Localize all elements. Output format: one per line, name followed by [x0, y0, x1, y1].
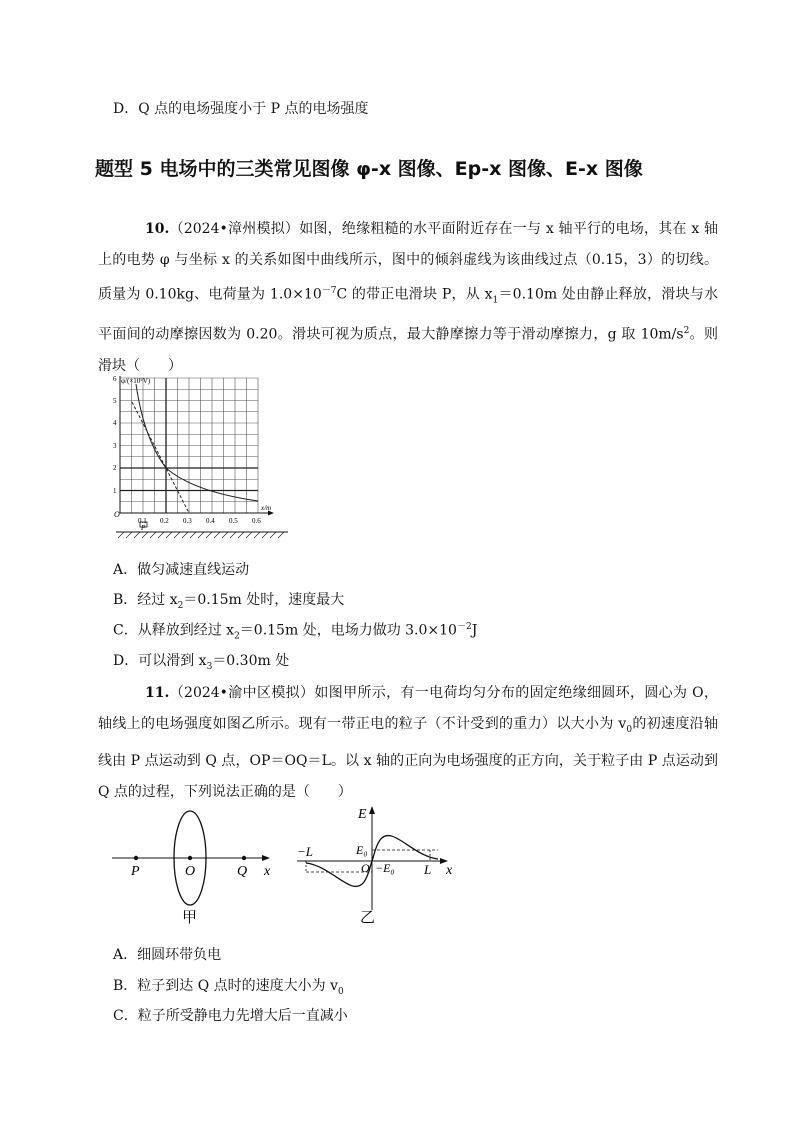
y-axis-label: φ/(×10⁵V)	[121, 377, 151, 385]
q10-stem: 10.（2024•漳州模拟）如图，绝缘粗糙的水平面附近存在一与 x 轴平行的电场，其在 x 轴上的电势 φ 与坐标 x 的关系如图中曲线所示，图中的倾斜虚线为该曲线过点（0.15，3）的切线。质量为 0.10kg、电荷量为 $1.0\times 10^{-7}C$ 的带正电滑块 P，从 $x_1=0.10m$ 处由静止释放，滑块与水平面间的动摩擦因数为 0.20。滑块可视为质点，最大静摩擦力等于滑动摩擦力，g 取 $10m/s^2$。则滑块（ ）	[98, 221, 719, 375]
e-x-graph-yi	[292, 800, 472, 930]
jia-label-x: x	[264, 864, 271, 879]
x-tick-0-2: 0.2	[160, 517, 169, 525]
yi-label-neg-e0: −E₀	[375, 861, 395, 875]
y-tick-3: 3	[113, 442, 117, 450]
y-tick-5: 5	[113, 397, 117, 405]
x-axis-label: x/m	[261, 504, 272, 512]
q11-option-a: A．细圆环带负电	[113, 947, 222, 963]
ring-figure-jia	[110, 800, 280, 930]
tangent-line	[132, 402, 189, 513]
phi-x-graph	[108, 372, 293, 544]
point-q-dot	[242, 856, 246, 860]
point-o-dot	[188, 856, 192, 860]
yi-label-l: L	[424, 862, 432, 877]
q11-stem: 11.（2024•渝中区模拟）如图甲所示，有一电荷均匀分布的固定绝缘细圆环，圆心为 O，轴线上的电场强度如图乙所示。现有一带正电的粒子（不计受到的重力）以大小为 $v_0$的初速度沿轴线由 P 点运动到 Q 点，OP＝OQ＝L。以 x 轴的正向为电场强度的正方向，关于粒子由 P 点运动到 Q 点的过程，下列说法正确的是（ ）	[98, 685, 719, 800]
prev-option-d: D．Q 点的电场强度小于 P 点的电场强度	[113, 101, 369, 117]
y-tick-2: 2	[113, 464, 117, 472]
q10-option-c: C．从释放到经过 $x_2=0.15m$ 处，电场力做功 $3.0\times 10^{-2}J$	[113, 622, 478, 642]
q10-number: 10.	[145, 221, 170, 237]
q10-option-d: D．可以滑到 $x_3=0.30m$ 处	[113, 653, 290, 672]
q10-option-b: B．经过 $x_2=0.15m$ 处时，速度最大	[113, 592, 345, 611]
y-tick-6: 6	[113, 375, 117, 383]
jia-label-q: Q	[237, 864, 248, 879]
slider-p-label: P	[141, 524, 146, 532]
yi-e-arrow	[369, 806, 375, 814]
yi-label-neg-l: −L	[297, 844, 314, 859]
q11-option-b: B．粒子到达 Q 点时的速度大小为 $v_0$	[113, 978, 344, 997]
x-tick-0-6: 0.6	[252, 517, 261, 525]
jia-label-p: P	[131, 864, 140, 879]
yi-label-o: O	[361, 861, 370, 875]
yi-label-e0: E₀	[356, 843, 368, 857]
point-p-dot	[134, 856, 138, 860]
q11-option-c: C．粒子所受静电力先增大后一直减小	[113, 1008, 348, 1024]
y-tick-4: 4	[113, 419, 117, 427]
graph-grid	[120, 378, 258, 513]
yi-caption: 乙	[360, 910, 376, 926]
x-tick-0-3: 0.3	[183, 517, 192, 525]
yi-label-e: E	[358, 807, 367, 822]
yi-label-x: x	[446, 863, 453, 878]
x-tick-0-1: 0.1	[138, 517, 147, 525]
section-heading: 题型 5 电场中的三类常见图像 φ-x 图像、Ep-x 图像、E-x 图像	[95, 158, 643, 180]
y-tick-1: 1	[113, 487, 117, 495]
x-tick-0-5: 0.5	[229, 517, 238, 525]
q11-number: 11.	[145, 685, 170, 701]
jia-label-o: O	[185, 864, 196, 879]
x-tick-0-4: 0.4	[206, 517, 215, 525]
q10-option-a: A．做匀减速直线运动	[113, 562, 250, 578]
origin-label: O	[114, 510, 120, 519]
ground-hatch	[118, 532, 284, 538]
jia-caption: 甲	[182, 910, 198, 926]
jia-x-arrow	[262, 855, 270, 861]
